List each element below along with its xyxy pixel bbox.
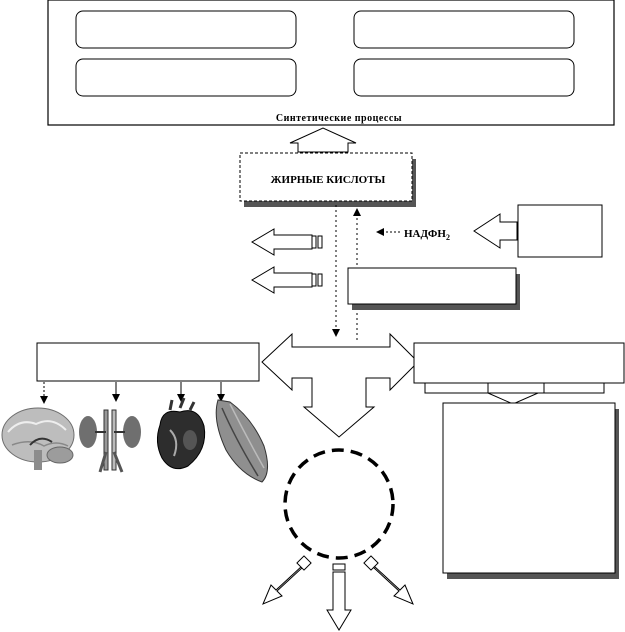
brain-icon — [2, 408, 74, 470]
synth-slot-1 — [76, 11, 296, 48]
fatty-acids-label: ЖИРНЫЕ КИСЛОТЫ — [270, 174, 386, 186]
bottom-left-arrow — [263, 556, 311, 604]
right-large-box — [443, 403, 617, 576]
synthetic-processes-label: Синтетические процессы — [275, 113, 403, 124]
kidneys-icon — [79, 410, 141, 472]
left-output-arrow-1 — [252, 229, 322, 255]
synth-slot-3 — [76, 59, 296, 96]
right-split-arrow — [425, 383, 604, 404]
bottom-right-arrow — [364, 556, 413, 604]
up-arrow-to-synthesis — [290, 128, 356, 152]
nadph-label: $НАДФН_2$ — [404, 228, 450, 242]
nadph-source-box — [518, 205, 602, 257]
middle-box — [348, 268, 518, 307]
heart-icon — [157, 398, 204, 469]
fatty-acids-box — [240, 153, 414, 204]
synthetic-processes-frame — [48, 0, 614, 125]
muscle-icon — [216, 400, 267, 482]
right-destination-box — [414, 343, 624, 383]
left-destination-box — [37, 343, 259, 381]
nadph-source-arrow — [474, 214, 517, 248]
synth-slot-2 — [354, 11, 574, 48]
left-output-arrow-2 — [252, 267, 322, 293]
distribution-arrow — [262, 334, 418, 437]
dashed-circle — [285, 450, 393, 558]
bottom-center-arrow — [327, 564, 351, 630]
synth-slot-4 — [354, 59, 574, 96]
